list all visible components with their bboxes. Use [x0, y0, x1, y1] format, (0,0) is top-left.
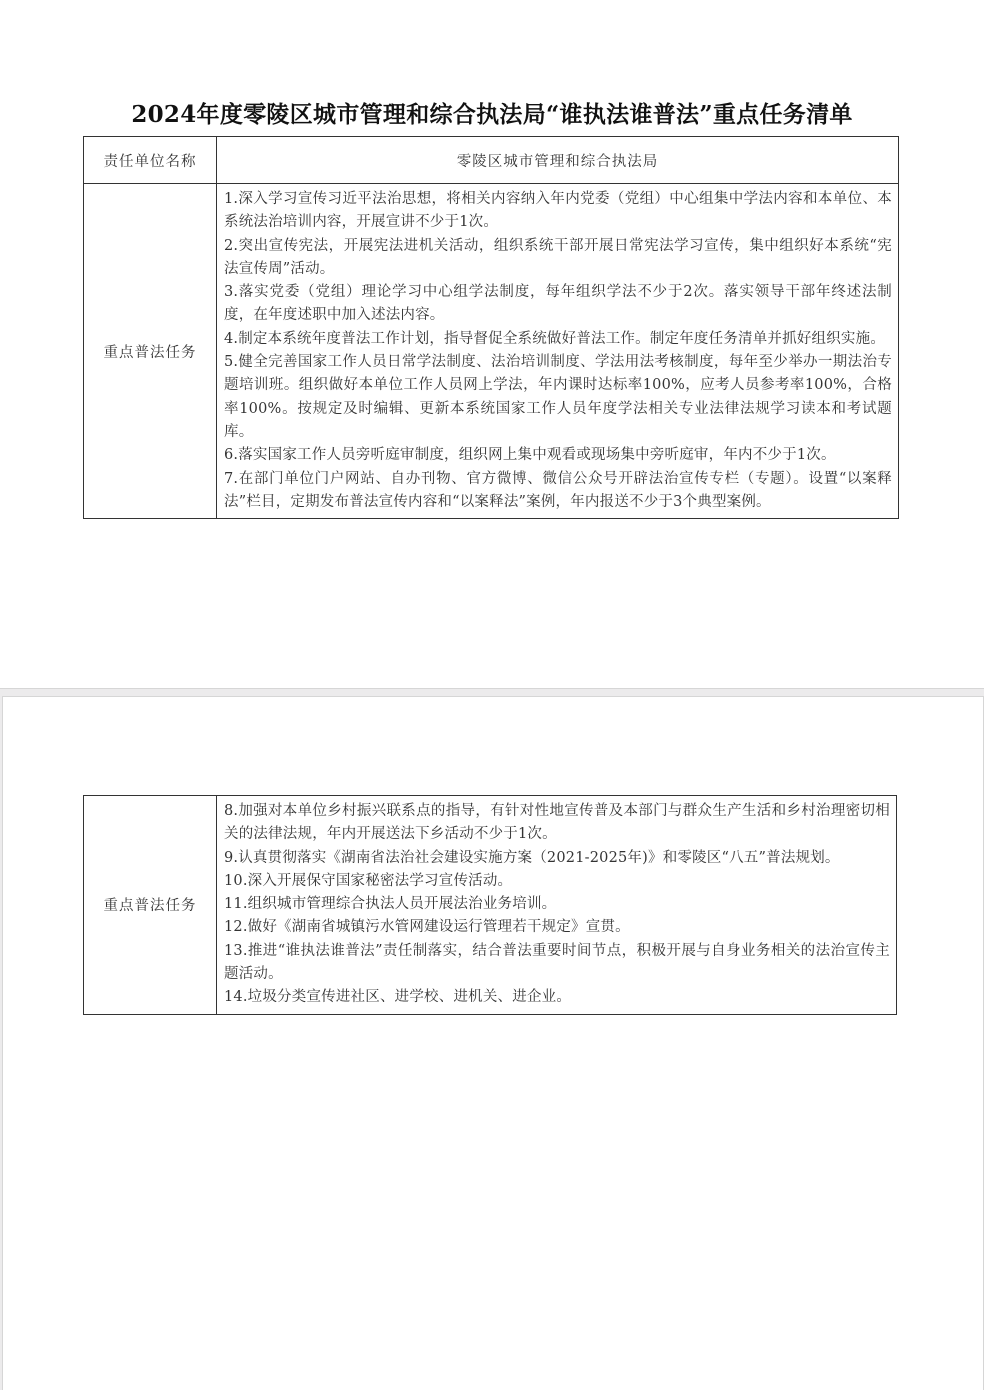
table-header-row	[84, 137, 899, 184]
document-page-1	[0, 0, 984, 689]
task-item: 10.深入开展保守国家秘密法学习宣传活动。	[224, 872, 513, 889]
task-item: 7.在部门单位门户网站、自办刊物、官方微博、微信公众号开辟法治宣传专栏（专题）。设置“以案释法”栏目，定期发布普法宣传内容和“以案释法”案例，年内报送不少于3个典型案例。	[224, 470, 892, 510]
key-tasks-cell	[217, 796, 897, 1015]
task-item: 3.落实党委（党组）理论学习中心组学法制度，每年组织学法不少于2次。落实领导干部年终述法制度，在年度述职中加入述法内容。	[224, 284, 892, 324]
key-tasks-label: 重点普法任务	[84, 184, 217, 519]
task-list-table	[83, 136, 899, 519]
key-tasks-label: 重点普法任务	[84, 796, 217, 1015]
task-item: 2.突出宣传宪法，开展宪法进机关活动，组织系统干部开展日常宪法学习宣传，集中组织好本系统“宪法宣传周”活动。	[224, 237, 892, 277]
key-tasks-cell	[217, 184, 899, 519]
task-item: 1.深入学习宣传习近平法治思想，将相关内容纳入年内党委（党组）中心组集中学法内容和本单位、本系统法治培训内容，开展宣讲不少于1次。	[224, 191, 892, 231]
document-title: 2024年度零陵区城市管理和综合执法局“谁执法谁普法”重点任务清单	[131, 101, 853, 128]
task-item: 12.做好《湖南省城镇污水管网建设运行管理若干规定》宣贯。	[224, 919, 630, 936]
task-item: 9.认真贯彻落实《湖南省法治社会建设实施方案（2021-2025年)》和零陵区“八五”普法规划。	[224, 849, 840, 866]
task-item: 4.制定本系统年度普法工作计划，指导督促全系统做好普法工作。制定年度任务清单并抓好组织实施。	[224, 330, 886, 347]
task-item: 6.落实国家工作人员旁听庭审制度，组织网上集中观看或现场集中旁听庭审，年内不少于1次。	[224, 447, 836, 464]
task-item: 5.健全完善国家工作人员日常学法制度、法治培训制度、学法用法考核制度，每年至少举办一期法治专题培训班。组织做好本单位工作人员网上学法，年内课时达标率100%，应考人员参考率100%，合格率100%。按规定及时编辑、更新本系统国家工作人员年度学法相关专业法律法规学习读本和考试题库。	[224, 354, 892, 440]
table-row	[84, 184, 899, 519]
task-item: 8.加强对本单位乡村振兴联系点的指导，有针对性地宣传普及本部门与群众生产生活和乡村治理密切相关的法律法规，年内开展送法下乡活动不少于1次。	[224, 803, 890, 843]
task-item: 11.组织城市管理综合执法人员开展法治业务培训。	[224, 896, 557, 913]
responsible-unit-value: 零陵区城市管理和综合执法局	[217, 137, 899, 184]
table-row	[84, 796, 897, 1015]
task-item: 14.垃圾分类宣传进社区、进学校、进机关、进企业。	[224, 989, 572, 1006]
task-item: 13.推进“谁执法谁普法”责任制落实，结合普法重要时间节点，积极开展与自身业务相关的法治宣传主题活动。	[224, 942, 890, 983]
responsible-unit-label: 责任单位名称	[84, 137, 217, 184]
task-list-table-continued	[83, 795, 897, 1015]
